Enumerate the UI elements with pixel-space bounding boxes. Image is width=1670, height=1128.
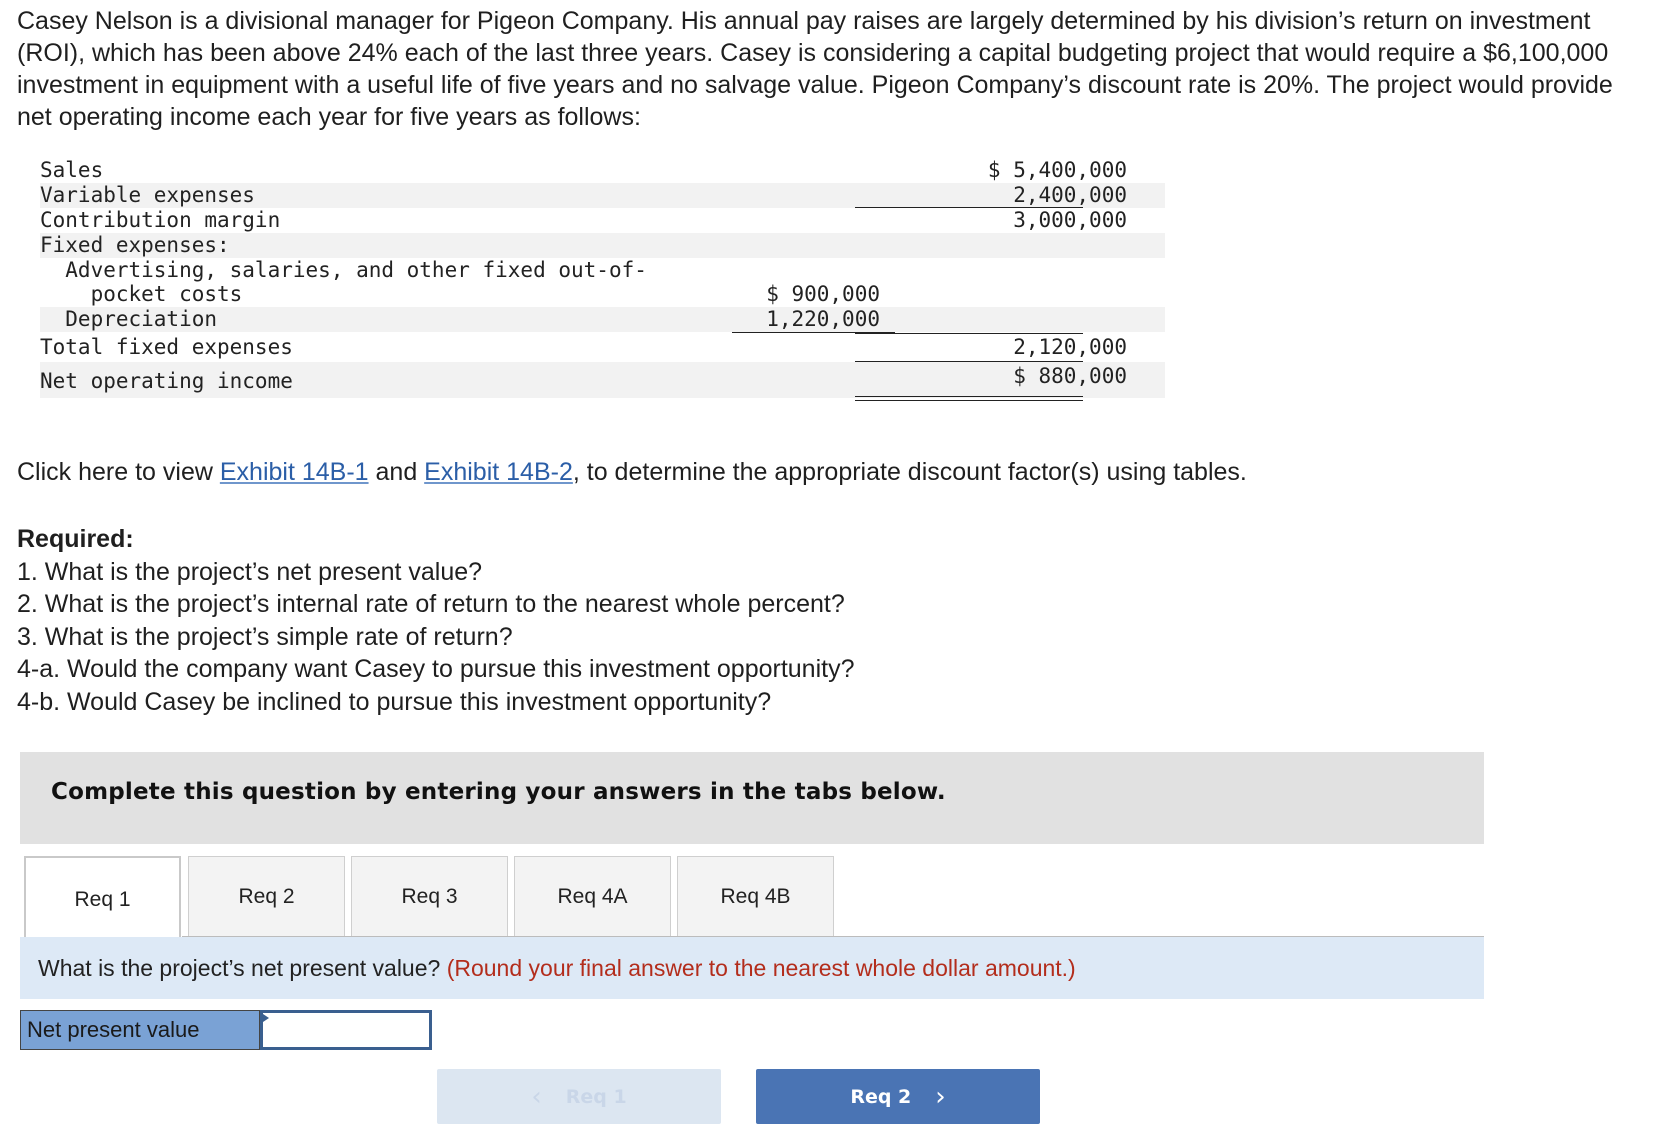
- contribution-margin-label: Contribution margin: [40, 208, 281, 232]
- input-marker-icon: [260, 1012, 269, 1024]
- advertising-amount: $ 900,000: [766, 282, 880, 306]
- chevron-right-icon: ›: [935, 1081, 946, 1112]
- required-item: 2. What is the project’s internal rate of return to the nearest whole percent?: [17, 590, 845, 618]
- instructions-banner: [20, 752, 1484, 844]
- tab-req-2[interactable]: Req 2: [188, 856, 345, 936]
- net-operating-income-row: [40, 362, 1165, 398]
- required-item: 1. What is the project’s net present value?: [17, 557, 483, 586]
- depreciation-row: [40, 307, 1165, 332]
- total-fixed-rule: [855, 333, 1083, 334]
- sales-label: Sales: [40, 158, 104, 182]
- next-button-label: Req 2: [850, 1085, 912, 1108]
- variable-expenses-label: Variable expenses: [40, 183, 255, 207]
- exhibit-14b-2-link[interactable]: Exhibit 14B-2: [424, 458, 573, 486]
- required-item: 4-a. Would the company want Casey to pursue this investment opportunity?: [17, 655, 855, 683]
- exhibit-prefix: Click here to view: [17, 458, 220, 486]
- net-present-value-label: Net present value: [20, 1010, 260, 1050]
- required-item: 3. What is the project’s simple rate of return?: [17, 622, 513, 651]
- previous-button-label: Req 1: [565, 1085, 627, 1108]
- variable-expenses-row: [40, 183, 1165, 208]
- rounding-hint: (Round your final answer to the nearest whole dollar amount.): [446, 955, 1076, 981]
- tab-req-1[interactable]: Req 1: [24, 856, 181, 938]
- next-button[interactable]: [756, 1069, 1040, 1124]
- question-text-container: [38, 955, 1076, 982]
- net-operating-income-amount: $ 880,000: [1013, 364, 1127, 388]
- depreciation-amount: 1,220,000: [766, 307, 880, 331]
- required-heading: Required:: [17, 525, 134, 553]
- depreciation-label: Depreciation: [40, 307, 218, 331]
- fixed-expenses-header-row: [40, 233, 1165, 258]
- fixed-expenses-label: Fixed expenses:: [40, 233, 230, 257]
- advertising-label-line2: pocket costs: [40, 282, 243, 306]
- advertising-label-line1: Advertising, salaries, and other fixed out-of-: [40, 258, 647, 282]
- exhibit-instructions: [17, 458, 1247, 487]
- tab-req-4a[interactable]: Req 4A: [514, 856, 671, 936]
- exhibit-middle: and: [368, 458, 425, 486]
- total-fixed-expenses-row: [40, 335, 1165, 360]
- advertising-row: [40, 258, 1165, 306]
- question-bar: [20, 937, 1484, 999]
- total-fixed-expenses-amount: 2,120,000: [1013, 335, 1127, 359]
- banner-text: Complete this question by entering your answers in the tabs below.: [51, 779, 946, 805]
- problem-intro: Casey Nelson is a divisional manager for Pigeon Company. His annual pay raises are largely determined by his division’s return on investment (ROI), which has been above 24% each of the last three years. Casey is considering a capital budgeting project that would require a $6,100,000 investment in equipment with a useful life of five years and no salvage value. Pigeon Company’s discount rate is 20%. The project would provide net operating income each year for five years as follows:: [17, 7, 1613, 131]
- previous-button[interactable]: [437, 1069, 721, 1124]
- exhibit-suffix: , to determine the appropriate discount factor(s) using tables.: [572, 458, 1247, 486]
- sales-row: [40, 158, 1165, 183]
- contribution-margin-amount: 3,000,000: [1013, 208, 1127, 232]
- tab-req-4b[interactable]: Req 4B: [677, 856, 834, 936]
- net-operating-income-label: Net operating income: [40, 369, 293, 393]
- net-present-value-input[interactable]: [260, 1010, 432, 1050]
- required-item: 4-b. Would Casey be inclined to pursue this investment opportunity?: [17, 687, 772, 716]
- required-section: [17, 523, 855, 718]
- sales-amount: $ 5,400,000: [987, 158, 1127, 182]
- variable-expenses-amount: 2,400,000: [1013, 183, 1127, 207]
- total-fixed-expenses-label: Total fixed expenses: [40, 335, 293, 359]
- contribution-margin-row: [40, 208, 1165, 233]
- question-text: What is the project’s net present value?: [38, 955, 441, 981]
- chevron-left-icon: ‹: [531, 1081, 542, 1112]
- tab-req-3[interactable]: Req 3: [351, 856, 508, 936]
- exhibit-14b-1-link[interactable]: Exhibit 14B-1: [219, 458, 369, 486]
- noi-double-rule: [855, 396, 1083, 401]
